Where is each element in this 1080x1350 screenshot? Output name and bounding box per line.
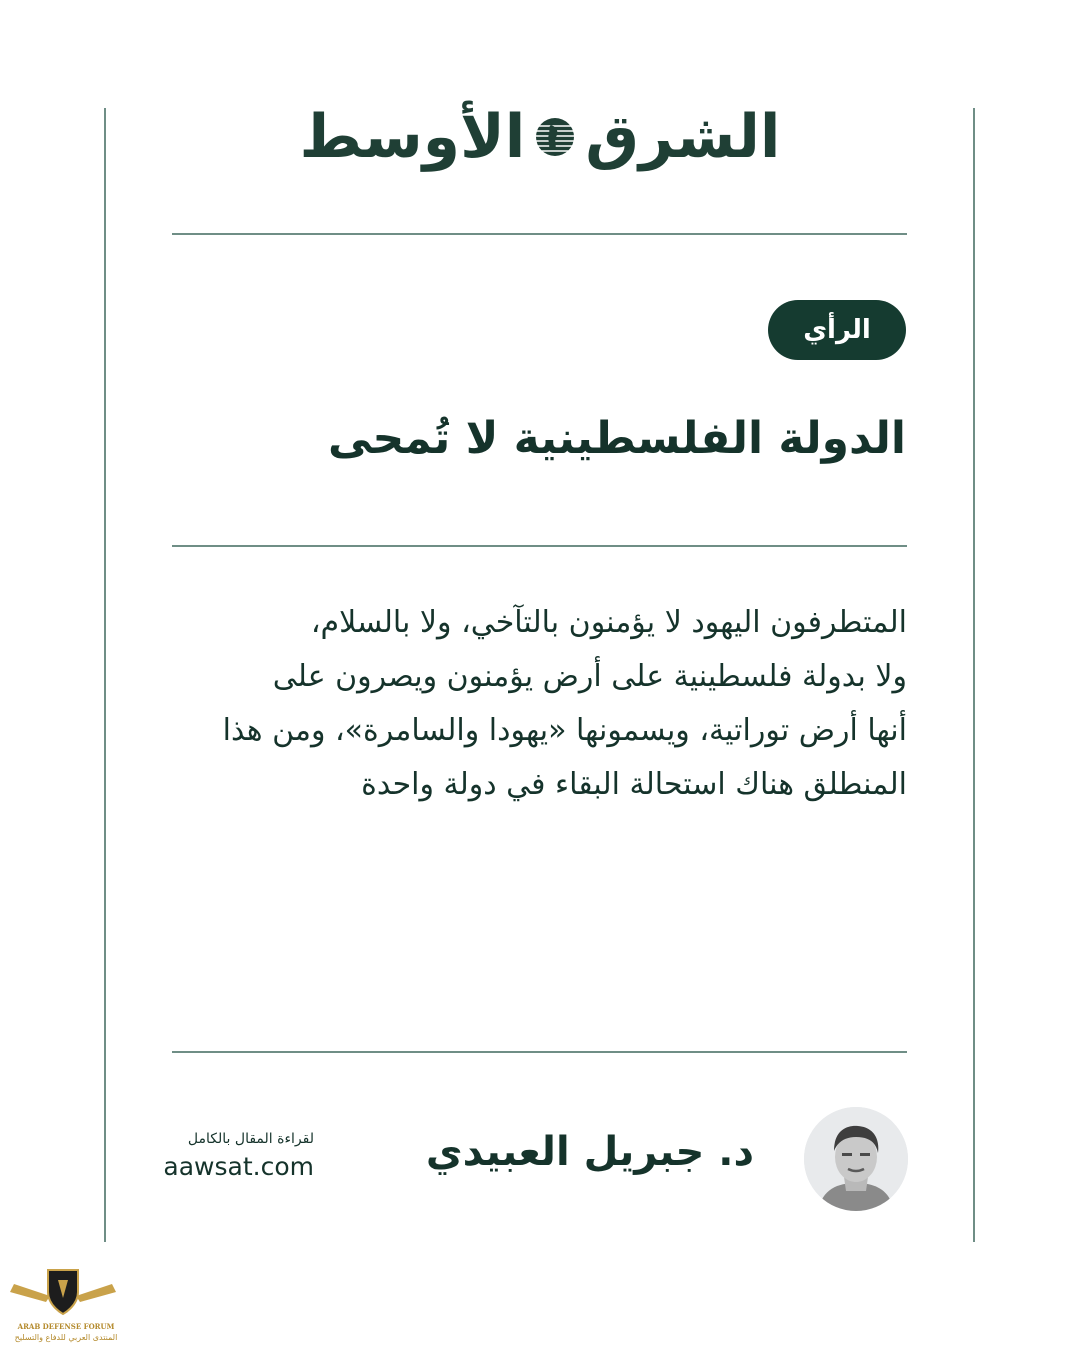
excerpt-line: المنطلق هناك استحالة البقاء في دولة واحدة (361, 767, 907, 802)
forum-name-ar: المنتدى العربي للدفاع والتسليح (14, 1333, 118, 1342)
divider-bottom (172, 1051, 907, 1053)
readmore-label: لقراءة المقال بالكامل (187, 1131, 314, 1147)
excerpt-line: ولا بدولة فلسطينية على أرض يؤمنون ويصرون على (272, 659, 907, 694)
frame-right-rule (973, 108, 975, 1242)
site-link[interactable]: aawsat.com (163, 1152, 314, 1181)
article-headline: الدولة الفلسطينية لا تُمحى (328, 413, 906, 464)
author-portrait-icon (804, 1107, 908, 1211)
author-photo (804, 1107, 908, 1211)
forum-name-en: ARAB DEFENSE FORUM (17, 1322, 115, 1331)
divider-middle (172, 545, 907, 547)
masthead-word-left: الشرق (585, 102, 781, 172)
excerpt-line: أنها أرض توراتية، ويسمونها «يهودا والسامرة»، ومن هذا (222, 713, 907, 748)
excerpt-line: المتطرفون اليهود لا يؤمنون بالتآخي، ولا بالسلام، (310, 605, 907, 640)
article-excerpt (172, 596, 907, 812)
globe-icon (535, 117, 575, 157)
section-badge[interactable]: الرأي (768, 300, 906, 360)
divider-top (172, 233, 907, 235)
masthead-word-right: الأوسط (299, 102, 526, 172)
author-name: د. جبريل العبيدي (425, 1129, 754, 1175)
masthead-logo[interactable] (299, 102, 781, 172)
frame-left-rule (104, 108, 106, 1242)
